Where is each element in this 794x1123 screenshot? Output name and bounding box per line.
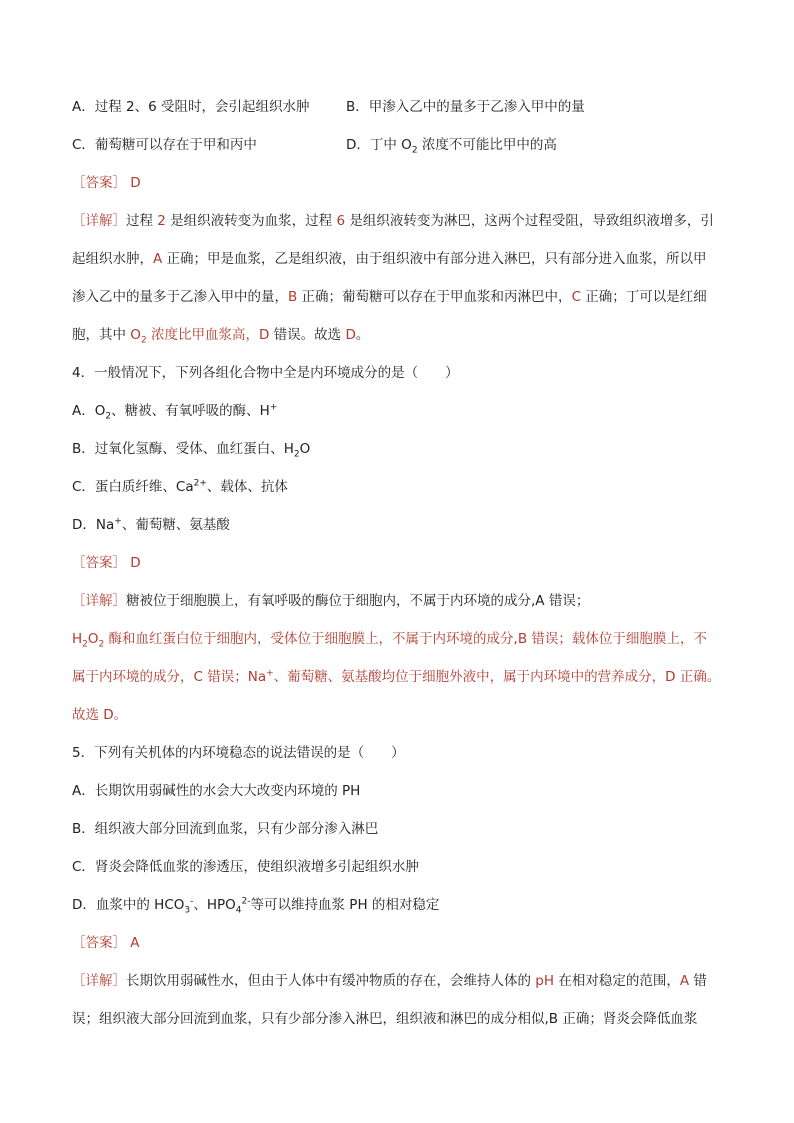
q4-answer: ［答案］ D xyxy=(72,555,141,571)
q5-answer: ［答案］ A xyxy=(72,935,140,951)
q4-detail-line-4: 故选 D。 xyxy=(72,707,128,723)
q4-stem: 4．一般情况下，下列各组化合物中全是内环境成分的是（ ） xyxy=(72,365,459,381)
q5-detail-line-1: ［详解］长期饮用弱碱性水，但由于人体中有缓冲物质的存在，会维持人体的 pH 在相对稳定的范围，A 错 xyxy=(72,973,707,989)
q3-detail-line-2: 起组织水肿，A 正确；甲是血浆，乙是组织液，由于组织液中有部分进入淋巴，只有部分进入血浆，所以甲 xyxy=(72,251,707,267)
q4-detail-line-1: ［详解］糖被位于细胞膜上，有氧呼吸的酶位于细胞内，不属于内环境的成分,A 错误； xyxy=(72,593,590,609)
q3-option-c: C．葡萄糖可以存在于甲和丙中 xyxy=(72,137,257,153)
q4-detail-line-3: 属于内环境的成分，C 错误；Na+、葡萄糖、氨基酸均位于细胞外液中，属于内环境中的营养成分，D 正确。 xyxy=(72,668,721,685)
q5-stem: 5．下列有关机体的内环境稳态的说法错误的是（ ） xyxy=(72,745,405,761)
q3-option-a: A．过程 2、6 受阻时，会引起组织水肿 xyxy=(72,99,310,115)
q5-option-d: D．血浆中的 $HCO_3^-$、$HPO_4^{2-}$等可以维持血浆 PH 的相对稳定 xyxy=(72,896,440,916)
q3-option-b: B．甲渗入乙中的量多于乙渗入甲中的量 xyxy=(346,99,585,115)
q4-option-c: C．蛋白质纤维、$Ca^{2+}$、载体、抗体 xyxy=(72,478,288,495)
q5-detail-line-2: 误；组织液大部分回流到血浆，只有少部分渗入淋巴，组织液和淋巴的成分相似,B 正确；肾炎会降低血浆 xyxy=(72,1011,698,1027)
q5-option-c: C．肾炎会降低血浆的渗透压，使组织液增多引起组织水肿 xyxy=(72,859,419,875)
q4-option-a: A．$O_2$、糖被、有氧呼吸的酶、H+ xyxy=(72,402,278,422)
q3-answer: ［答案］ D xyxy=(72,175,141,191)
q4-option-d: D．Na+、葡萄糖、氨基酸 xyxy=(72,516,230,533)
q5-option-b: B．组织液大部分回流到血浆，只有少部分渗入淋巴 xyxy=(72,821,379,837)
q3-detail-line-3: 渗入乙中的量多于乙渗入甲中的量，B 正确；葡萄糖可以存在于甲血浆和丙淋巴中，C 正确；丁可以是红细 xyxy=(72,289,707,305)
q3-option-d: D．丁中 $O_2$ 浓度不可能比甲中的高 xyxy=(346,137,557,156)
q4-option-b: B．过氧化氢酶、受体、血红蛋白、$H_2O$ xyxy=(72,441,311,460)
q4-detail-line-2: $H_2O_2$ 酶和血红蛋白位于细胞内，受体位于细胞膜上，不属于内环境的成分,B 错误；载体位于细胞膜上，不 xyxy=(72,631,707,650)
q3-detail-line-1: ［详解］过程 2 是组织液转变为血浆，过程 6 是组织液转变为淋巴，这两个过程受阻，导致组织液增多，引 xyxy=(72,213,714,229)
q5-option-a: A．长期饮用弱碱性的水会大大改变内环境的 PH xyxy=(72,783,361,799)
q3-detail-line-4: 胞，其中 $O_2$ 浓度比甲血浆高，D 错误。故选 D。 xyxy=(72,327,370,346)
